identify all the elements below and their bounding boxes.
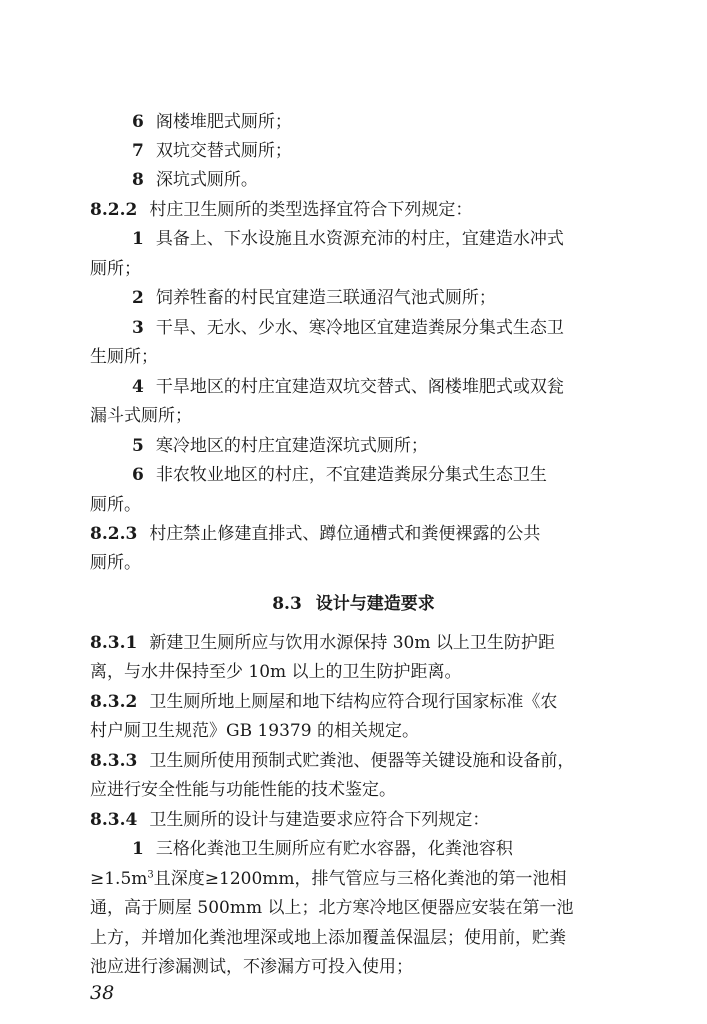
section-number: 8.3 — [272, 594, 302, 614]
item-text: 干旱地区的村庄宜建造双坑交替式、阁楼堆肥式或双瓮 — [155, 377, 564, 397]
item-number: 4 — [132, 377, 144, 397]
list-item — [132, 108, 630, 136]
list-item — [132, 432, 630, 460]
clause-8-2-3 — [90, 520, 630, 548]
clause-number: 8.3.1 — [90, 633, 138, 653]
section-heading — [0, 590, 707, 618]
clause-text: 村庄卫生厕所的类型选择宜符合下列规定： — [149, 200, 473, 220]
item-text: 寒冷地区的村庄宜建造深坑式厕所； — [155, 436, 428, 456]
item-text: 双坑交替式厕所； — [155, 141, 292, 161]
item-text: 干旱、无水、少水、寒冷地区宜建造粪尿分集式生态卫 — [155, 318, 564, 338]
item-continuation: 厕所； — [90, 259, 141, 279]
list-item — [132, 373, 630, 401]
clause-number: 8.2.2 — [90, 200, 138, 220]
item-text: 阁楼堆肥式厕所； — [155, 112, 292, 132]
clause-continuation: 村户厕卫生规范》GB 19379 的相关规定。 — [90, 721, 419, 741]
clause-continuation: 应进行安全性能与功能性能的技术鉴定。 — [90, 780, 396, 800]
list-item — [132, 835, 630, 863]
item-continuation — [90, 865, 630, 893]
list-item — [132, 225, 630, 253]
clause-8-2-2 — [90, 196, 630, 224]
volume-value: ≥1.5m — [90, 869, 148, 889]
clause-text: 卫生厕所使用预制式贮粪池、便器等关键设施和设备前， — [149, 751, 575, 771]
clause-8-3-2 — [90, 688, 630, 716]
list-item — [132, 137, 630, 165]
clause-number: 8.3.3 — [90, 751, 138, 771]
clause-text: 卫生厕所的设计与建造要求应符合下列规定： — [149, 810, 490, 830]
clause-text: 卫生厕所地上厕屋和地下结构应符合现行国家标准《农 — [149, 692, 558, 712]
list-item — [132, 166, 630, 194]
item-continuation: 厕所。 — [90, 495, 141, 515]
item-number: 2 — [132, 288, 144, 308]
item-number: 3 — [132, 318, 144, 338]
clause-number: 8.2.3 — [90, 524, 138, 544]
clause-text: 村庄禁止修建直排式、蹲位通槽式和粪便裸露的公共 — [149, 524, 541, 544]
clause-8-3-1 — [90, 629, 630, 657]
item-continuation: 漏斗式厕所； — [90, 406, 192, 426]
item-text: 非农牧业地区的村庄，不宜建造粪尿分集式生态卫生 — [155, 465, 547, 485]
clause-number: 8.3.2 — [90, 692, 138, 712]
clause-8-3-4 — [90, 806, 630, 834]
list-item — [132, 284, 630, 312]
list-item — [132, 314, 630, 342]
list-item — [132, 461, 630, 489]
clause-continuation: 厕所。 — [90, 553, 141, 573]
clause-continuation: 离，与水井保持至少 10m 以上的卫生防护距离。 — [90, 662, 462, 682]
page-number: 38 — [90, 982, 115, 1004]
item-continuation: 生厕所； — [90, 347, 158, 367]
item-text: 具备上、下水设施且水资源充沛的村庄，宜建造水冲式 — [155, 229, 564, 249]
item-number: 6 — [132, 112, 144, 132]
item-number: 1 — [132, 229, 144, 249]
item-number: 8 — [132, 170, 144, 190]
item-number: 7 — [132, 141, 144, 161]
item-number: 5 — [132, 436, 144, 456]
item-text: 饲养牲畜的村民宜建造三联通沼气池式厕所； — [155, 288, 496, 308]
item-continuation: 上方，并增加化粪池埋深或地上添加覆盖保温层；使用前，贮粪 — [90, 928, 566, 948]
item-text: 深坑式厕所。 — [155, 170, 258, 190]
item-text: 三格化粪池卫生厕所应有贮水容器，化粪池容积 — [155, 839, 513, 859]
clause-8-3-3 — [90, 747, 630, 775]
item-number: 6 — [132, 465, 144, 485]
item-continuation: 池应进行渗漏测试，不渗漏方可投入使用； — [90, 957, 413, 977]
clause-number: 8.3.4 — [90, 810, 138, 830]
item-continuation: 通，高于厕屋 500mm 以上；北方寒冷地区便器应安装在第一池 — [90, 898, 574, 918]
clause-text: 新建卫生厕所应与饮用水源保持 30m 以上卫生防护距 — [149, 633, 555, 653]
superscript: 3 — [147, 869, 154, 881]
item-text: 且深度≥1200mm，排气管应与三格化粪池的第一池相 — [153, 869, 567, 889]
item-number: 1 — [132, 839, 144, 859]
section-title: 设计与建造要求 — [315, 594, 435, 614]
